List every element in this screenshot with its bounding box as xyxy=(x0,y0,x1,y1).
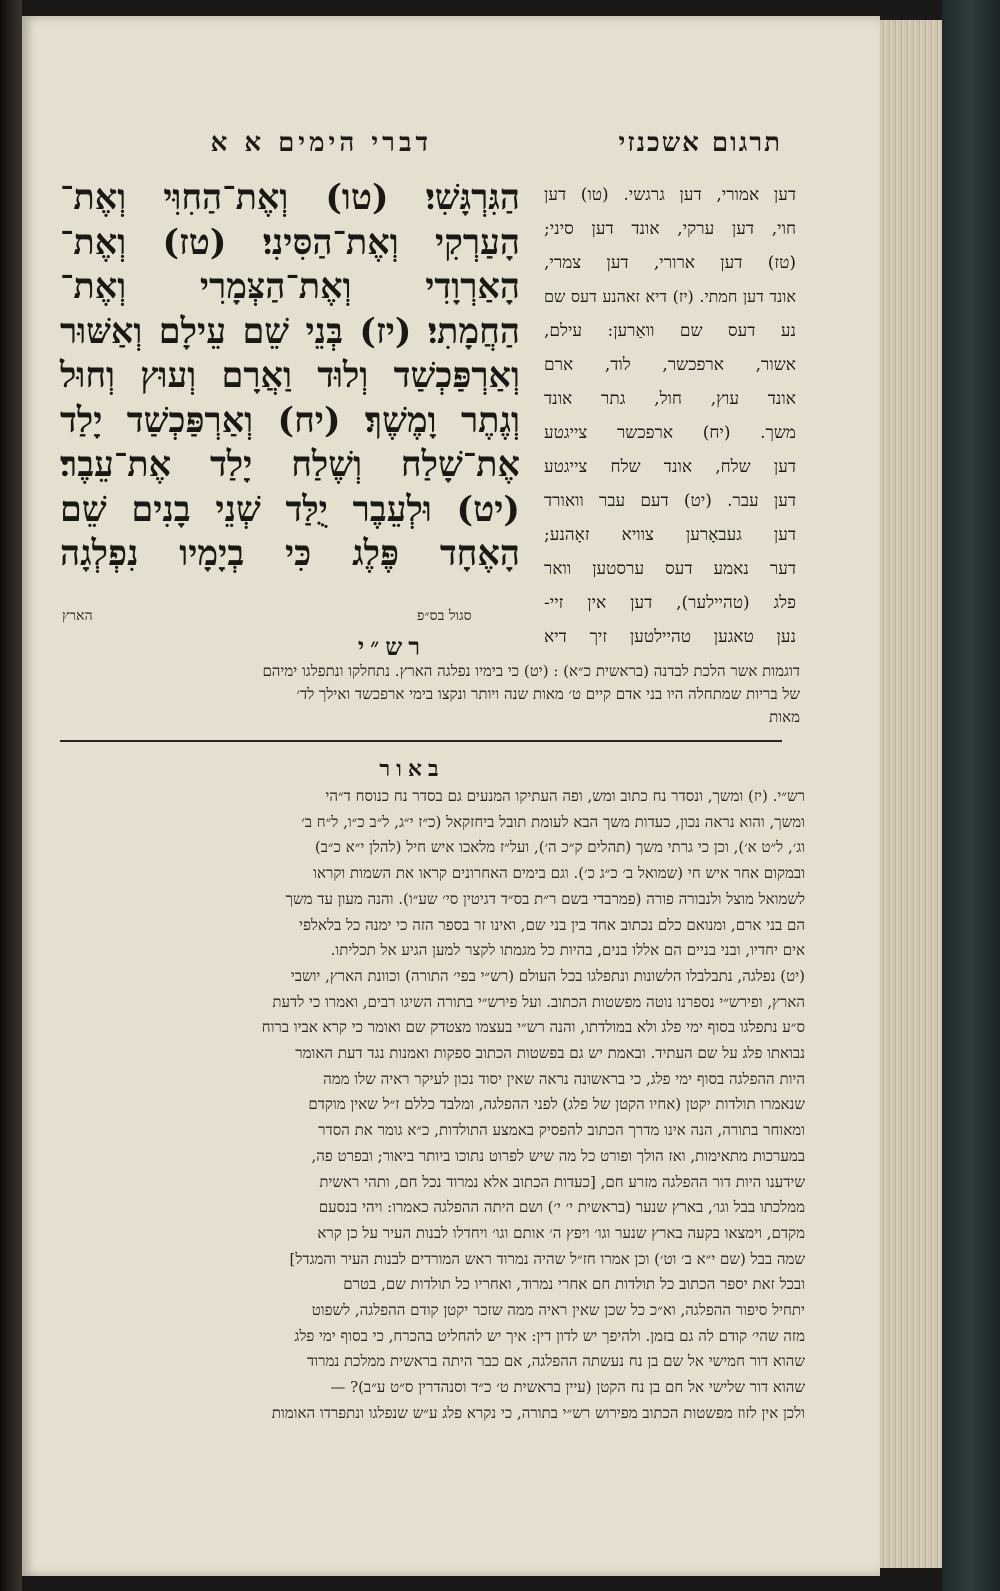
rashi-commentary xyxy=(60,660,800,729)
biur-line: ובכל זאת יספר הכתוב כל תולדות חם אחרי נמרוד, ואחריו כל תולדות שם, בטרם xyxy=(343,1275,805,1294)
biur-line: (יט) נפלגה, נתבלבלו הלשונות ונתפלגו בכל העולם (רש״י בפי׳ התורה) וכוונת הארץ, יושבי xyxy=(290,966,805,985)
biur-line: היות ההפלגה בסוף ימי פלג, כי בראשונה נראה שאין יסוד נכון לעיקר ראיה שלו ממה xyxy=(323,1069,805,1088)
targum-line: אונד עוץ, חול, גתר אונד xyxy=(544,389,796,409)
main-line: הַחֲמָתִי׃ (יז) בְּנֵי שֵׁם עֵילָם וְאַשּׁוּר xyxy=(60,310,520,352)
book-spine xyxy=(0,0,22,1591)
small-mark: סגול בס״פ xyxy=(417,608,472,624)
biur-title: באור xyxy=(379,756,445,782)
book-page xyxy=(22,16,880,1576)
main-line: הָאַרְוָדִי וְאֶת־הַצְּמָרִי וְאֶת־ xyxy=(60,266,520,307)
rashi-line: מאות xyxy=(769,708,800,726)
targum-line: דער נאמע דעס ערסטען וואר xyxy=(544,559,796,579)
biur-line: שידענו היות דור ההפלגה מזרע חם, [כעדות הכתוב אלא נמרוד נכל חם, ותהי ראשית xyxy=(319,1172,805,1191)
targum-line: נען טאגען טהיילטען זיך דיא xyxy=(544,627,796,647)
targum-line: דען געבאָרען צוויא זאָהנע; xyxy=(544,525,796,545)
section-divider xyxy=(60,740,782,742)
biur-line: אים יחדיו, ובני בניים הם אללו בנים, בהיות כל מגמתו לקצר למען הגיע אל תכליתו. xyxy=(330,941,805,960)
main-line: אֶת־שָׁלַח וְשֶׁלַח יָלַד אֶת־עֵבֶר׃ xyxy=(60,444,520,485)
main-line: הָעַרְקִי וְאֶת־הַסִּינִי׃ (טז) וְאֶת־ xyxy=(60,221,520,263)
main-line: וְגֶתֶר וָמֶשֶׁךְ׃ (יח) וְאַרְפַּכְשַׁד יָלַד xyxy=(60,399,520,441)
targum-column xyxy=(544,178,796,654)
targum-line: נע דעס שם וואַרען: עילם, xyxy=(544,321,796,341)
targum-line: אשור, ארפכשר, לוד, ארם xyxy=(544,355,796,375)
biur-line: יתחיל סיפור ההפלגה, וא״כ כל שכן שאין ראיה ממה שזכר יקטן קודם ההפלגה, לשפוט xyxy=(311,1301,805,1320)
biur-line: הם בני ארם, ומנואם כלם נכתוב אחד בין בני שם, ואינו זר בספר הזה כי ימנה כל בלאלפי xyxy=(299,915,805,934)
targum-line: דען שלח, אונד שלח צייגטע xyxy=(544,457,796,477)
rashi-line: דוגמות אשר הלכת לבדנה (בראשית כ״א) : (יט) כי בימיו נפלגה הארץ. נתחלקו ונתפלגו ימיהם xyxy=(262,662,800,680)
biur-line: שהוא דור חמישי אל שם בן נח נעשתה ההפלגה, אם כבר היתה בראשית ממלכת נמרוד xyxy=(307,1352,805,1371)
biur-line: במערכות מתאימות, ואז הולך ופורט כל מה שיש לפרוט נתוכו ביותר ביאור; ובפרט פה, xyxy=(311,1146,805,1165)
rashi-line: של בריות שמתחלה היו בני אדם קיים ט׳ מאות שנה ויותר ונקצו בימי ארפכשד ואילך לד׳ xyxy=(296,685,800,703)
biur-line: מקדם, וימצאו בקעה בארץ שנער וגו׳ ויפץ ה׳ אותם וגו׳ ויחדלו לבנות העיר על כן קרא xyxy=(317,1223,805,1242)
targum-line: אונד דען חמתי. (יז) דיא זאהנע דעס שם xyxy=(544,287,796,306)
targum-header: תרגום אשכנזי xyxy=(618,128,782,158)
biur-line: ובמקום אחר איש חי (שמואל ב׳ כ״ג כ׳). וגם בימים האחרונים קראו את השמות וקראו xyxy=(313,864,805,883)
book-cover-board xyxy=(942,0,1000,1591)
targum-line: דען אמורי, דען גרגשי. (טו) דען xyxy=(544,185,796,205)
biur-line: לשמואל מוצל ולנבורה פורה (פמרבדי בשם ר״ת בס״ד דגיטין סי׳ שע״ו). והנה מעון עד משך xyxy=(285,889,805,908)
biur-line: שמה בבל (שם י״א ב׳ וט׳) וכן אמרו חז״ל שהיה נמרוד ראש המורדים לבנות העיר והמגדל] xyxy=(289,1249,805,1268)
biur-line: וג׳, ל״ט א׳), וכן כי גרתי משך (תהלים ק״כ ה׳), ועל״ז מלאכו איש חיל (להלן י״א כ״ב) xyxy=(314,838,805,857)
biur-line: ולכן אין לזוז מפשטות הכתוב מפירוש רש״י בתורה, כי נקרא פלג ע״ש שנפלגו ונתפרדו האומות xyxy=(271,1403,805,1422)
biur-line: ממלכתו בבל וגו׳, בארץ שנער (בראשית י׳ י׳) ושם היתה ההפלגה כאמרו: ויהי בנסעם xyxy=(318,1198,805,1217)
biur-line: שהוא דור שלישי אל חם בן נח הקטן (עיין בראשית ט׳ כ״ד וסנהדרין ס״ט ע״ב)? — xyxy=(330,1378,805,1397)
main-line: הָאֶחָד פֶּלֶג כִּי בְיָמָיו נִפְלְגָה xyxy=(60,533,520,574)
main-line: וְאַרְפַּכְשַׁד וְלוּד וַאֲרָם וְעוּץ וְחוּל xyxy=(60,355,520,396)
biur-line: הארץ, ופירש״י נספרנו נוטה מפשטות הכתוב. ועל פירש״י בתורה השיגו רבים, ואמרו כי לדעת xyxy=(272,992,805,1011)
biur-line: ומשך, והוא נראה נכון, כעדות משך הבא לעומת תובל ביחזקאל (כ״ז י״ג, ל״ב כ״ו, ל״ח ב׳ xyxy=(301,812,805,831)
biur-line: ומאוחר בתורה, הנה אינו מדרך הכתוב להפסיק באמצע התולדות, כ״א גומר את הסדר xyxy=(318,1121,805,1140)
catchword: הארץ xyxy=(62,608,93,624)
rashi-title: רש״י xyxy=(357,632,427,661)
biur-line: ס״ע נתפלגו בסוף ימי פלג ולא במולדתו, והנה רש״י בעצמו מצטדק שם ואומר כי קרא אביו ברוח xyxy=(261,1018,805,1037)
biur-commentary xyxy=(60,784,805,1427)
targum-line: פלג (טהיילער), דען אין זיי- xyxy=(544,593,796,613)
targum-line: משך. (יח) ארפכשר צייגטע xyxy=(544,423,796,443)
main-line: (יט) וּלְעֵבֶר יֻלַּד שְׁנֵי בָנִים שֵׁם xyxy=(60,488,520,530)
book-header: דברי הימים א א xyxy=(210,128,432,158)
page-edges xyxy=(880,20,942,1568)
targum-line: חוי, דען ערקי, אונד דען סיני; xyxy=(544,219,796,239)
targum-line: דען עבר. (יט) דעם עבר וואורד xyxy=(544,491,796,511)
main-hebrew-text xyxy=(60,176,520,577)
biur-line: רש״י. (יז) ומשך, ונסדר נח כתוב ומש, ופה העתיקו המנעים גם בסדר נח כנוסח ד״הי xyxy=(325,787,805,805)
main-line: הַגִּרְגָּשִׁי׃ (טו) וְאֶת־הַחִוִּי וְאֶת־ xyxy=(60,177,520,218)
targum-line: (טז) דען ארורי, דען צמרי, xyxy=(544,253,796,273)
biur-line: מזה שהי׳ קודם לה גם בזמן. ולהיפך יש לדון דין: איך יש להחליט בהכרח, כי בסוף ימי פלג xyxy=(294,1326,805,1345)
biur-line: שנאמרו תולדות יקטן (אחיו הקטן של פלג) לפני ההפלגה, ומלבד כללם ז״ל שאין מוקדם xyxy=(308,1095,805,1114)
biur-line: נבואתו פלג על שם העתיד. ובאמת יש גם בפשטות הכתוב ספקות ואמנות נגד דעת האומר xyxy=(295,1044,805,1063)
